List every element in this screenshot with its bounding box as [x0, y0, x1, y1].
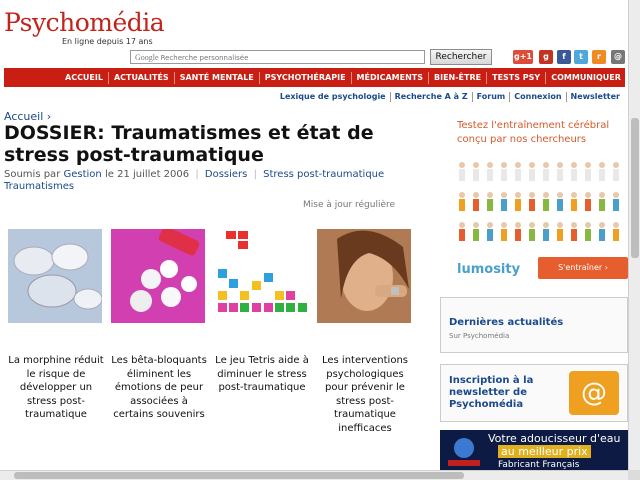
person-head	[571, 192, 577, 198]
person-head	[557, 162, 563, 168]
person-body	[543, 169, 549, 181]
person-body	[613, 229, 619, 241]
lumosity-headline: Testez l'entraînement cérébral conçu par nos chercheurs	[457, 120, 610, 145]
person-body	[599, 199, 605, 211]
google-logo: Google	[135, 53, 159, 62]
lumosity-ad[interactable]	[440, 110, 632, 288]
latest-news-box[interactable]	[440, 297, 628, 353]
people-illustration	[457, 158, 632, 253]
person-body	[557, 199, 563, 211]
person-body	[585, 199, 591, 211]
person-body	[585, 169, 591, 181]
subnav-item-1[interactable]: Recherche A à Z	[391, 92, 473, 102]
person-head	[459, 162, 465, 168]
subnav-item-4[interactable]: Newsletter	[570, 92, 620, 101]
person-head	[571, 162, 577, 168]
card-image-morphine-pills[interactable]	[8, 229, 102, 323]
subnav-item-2[interactable]: Forum	[473, 92, 511, 102]
person-body	[487, 169, 493, 181]
ad-line-2: au meilleur prix	[498, 445, 591, 458]
newsletter-title: Inscription à la newsletter de Psychomédia	[449, 375, 534, 410]
article-date: le 21 juillet 2006	[104, 169, 190, 180]
person-head	[585, 192, 591, 198]
person-head	[473, 222, 479, 228]
person-head	[487, 222, 493, 228]
person-body	[557, 229, 563, 241]
person-head	[501, 192, 507, 198]
google-plus-icon[interactable]: g+1	[513, 50, 533, 64]
google-icon[interactable]: g	[539, 50, 553, 64]
latest-news-title: Dernières actualités	[449, 317, 564, 328]
card-caption-tetris[interactable]: Le jeu Tetris aide à diminuer le stress post-traumatique	[215, 355, 309, 393]
author-link[interactable]: Gestion	[63, 169, 102, 180]
person-body	[459, 199, 465, 211]
person-head	[501, 162, 507, 168]
person-head	[599, 222, 605, 228]
ad-line-1: Votre adoucisseur d'eau	[488, 432, 621, 445]
ad-logo-icon	[444, 434, 484, 468]
person-body	[529, 169, 535, 181]
nav-item-tests-psy[interactable]: TESTS PSY	[487, 72, 546, 84]
person-body	[529, 229, 535, 241]
person-head	[613, 162, 619, 168]
site-logo[interactable]: Psychomédia	[4, 8, 165, 37]
water-softener-ad[interactable]	[440, 430, 628, 470]
person-body	[571, 169, 577, 181]
person-body	[613, 169, 619, 181]
card-image-stressed-woman[interactable]	[317, 229, 411, 323]
subnav-item-3[interactable]: Connexion	[510, 92, 566, 102]
card-caption-beta-blockers[interactable]: Les bêta-bloquants éliminent les émotions de peur associées à certains souvenirs	[111, 355, 207, 420]
facebook-icon[interactable]: f	[557, 50, 571, 64]
vertical-scroll-thumb[interactable]	[631, 118, 639, 258]
nav-item-communiquer[interactable]: COMMUNIQUER	[551, 72, 621, 82]
card-caption-interventions[interactable]: Les interventions psychologiques pour prévenir le stress post-traumatique inefficaces	[321, 355, 408, 434]
person-head	[501, 222, 507, 228]
person-body	[515, 229, 521, 241]
nav-item-psychoth-rapie[interactable]: PSYCHOTHÉRAPIE	[260, 72, 352, 84]
person-body	[571, 199, 577, 211]
person-body	[501, 169, 507, 181]
person-body	[515, 169, 521, 181]
card-caption-morphine[interactable]: La morphine réduit le risque de développer un stress post-traumatique	[8, 355, 104, 420]
update-notice: Mise à jour régulière	[303, 200, 396, 210]
person-body	[543, 199, 549, 211]
person-body	[473, 229, 479, 241]
person-head	[557, 192, 563, 198]
latest-news-subtitle: Sur Psychomédia	[449, 332, 510, 340]
person-head	[529, 222, 535, 228]
person-head	[585, 162, 591, 168]
person-body	[543, 229, 549, 241]
person-body	[501, 199, 507, 211]
person-head	[515, 162, 521, 168]
nav-item-m-dicaments[interactable]: MÉDICAMENTS	[352, 72, 429, 84]
search-input[interactable]	[130, 50, 425, 64]
person-head	[473, 162, 479, 168]
site-tagline: En ligne depuis 17 ans	[62, 37, 153, 46]
person-head	[557, 222, 563, 228]
person-body	[529, 199, 535, 211]
person-body	[571, 229, 577, 241]
horizontal-scroll-thumb[interactable]	[14, 472, 464, 479]
vertical-scrollbar[interactable]	[628, 0, 640, 470]
person-head	[487, 192, 493, 198]
search-placeholder: Recherche personnalisée	[160, 54, 249, 62]
breadcrumb[interactable]: Accueil ›	[4, 110, 52, 123]
person-body	[459, 169, 465, 181]
scrollbar-corner	[628, 470, 640, 480]
person-body	[473, 199, 479, 211]
submitted-by-label: Soumis par	[4, 169, 61, 180]
person-body	[487, 229, 493, 241]
tag-traumatismes[interactable]: Traumatismes	[4, 181, 75, 192]
person-head	[459, 222, 465, 228]
search-button[interactable]: Rechercher	[430, 49, 492, 65]
person-head	[613, 222, 619, 228]
subnav-item-0[interactable]: Lexique de psychologie	[276, 92, 391, 102]
person-head	[515, 222, 521, 228]
person-head	[543, 162, 549, 168]
person-body	[585, 229, 591, 241]
tag-stress-post-traumatique[interactable]: Stress post-traumatique	[263, 169, 385, 180]
person-head	[529, 192, 535, 198]
person-body	[557, 169, 563, 181]
person-head	[543, 192, 549, 198]
person-body	[487, 199, 493, 211]
person-body	[515, 199, 521, 211]
person-body	[473, 169, 479, 181]
newsletter-box[interactable]	[440, 364, 628, 422]
email-at-icon: @	[569, 371, 619, 415]
person-body	[459, 229, 465, 241]
person-head	[599, 162, 605, 168]
person-head	[529, 162, 535, 168]
person-head	[613, 192, 619, 198]
lumosity-logo: lumosity	[457, 262, 521, 277]
person-head	[473, 192, 479, 198]
person-body	[599, 229, 605, 241]
lumosity-cta-button[interactable]: S'entraîner ›	[538, 257, 628, 279]
nav-item-actualit-s[interactable]: ACTUALITÉS	[109, 72, 175, 84]
card-image-beta-blockers[interactable]	[111, 229, 205, 323]
horizontal-scrollbar[interactable]	[0, 470, 628, 480]
nav-item-sant-mentale[interactable]: SANTÉ MENTALE	[175, 72, 260, 84]
person-head	[571, 222, 577, 228]
person-head	[487, 162, 493, 168]
rss-icon[interactable]: r	[592, 50, 606, 64]
person-head	[599, 192, 605, 198]
twitter-icon[interactable]: t	[574, 50, 588, 64]
person-head	[459, 192, 465, 198]
nav-item-bien-tre[interactable]: BIEN-ÊTRE	[429, 72, 487, 84]
ad-line-3: Fabricant Français	[498, 460, 580, 470]
main-navigation	[4, 68, 625, 87]
tag-dossiers[interactable]: Dossiers	[204, 169, 248, 180]
person-head	[543, 222, 549, 228]
secondary-navigation	[276, 92, 624, 102]
card-image-tetris[interactable]	[214, 229, 308, 323]
person-body	[599, 169, 605, 181]
page-title: DOSSIER: Traumatismes et état de stress post-traumatique	[4, 122, 374, 166]
person-head	[515, 192, 521, 198]
person-head	[585, 222, 591, 228]
person-body	[501, 229, 507, 241]
nav-item-accueil[interactable]: ACCUEIL	[60, 72, 109, 84]
article-meta: Soumis par Gestion le 21 juillet 2006 | Dossiers | Stress post-traumatique Traumatismes	[4, 169, 385, 192]
email-icon[interactable]: @	[611, 50, 625, 64]
person-body	[613, 199, 619, 211]
